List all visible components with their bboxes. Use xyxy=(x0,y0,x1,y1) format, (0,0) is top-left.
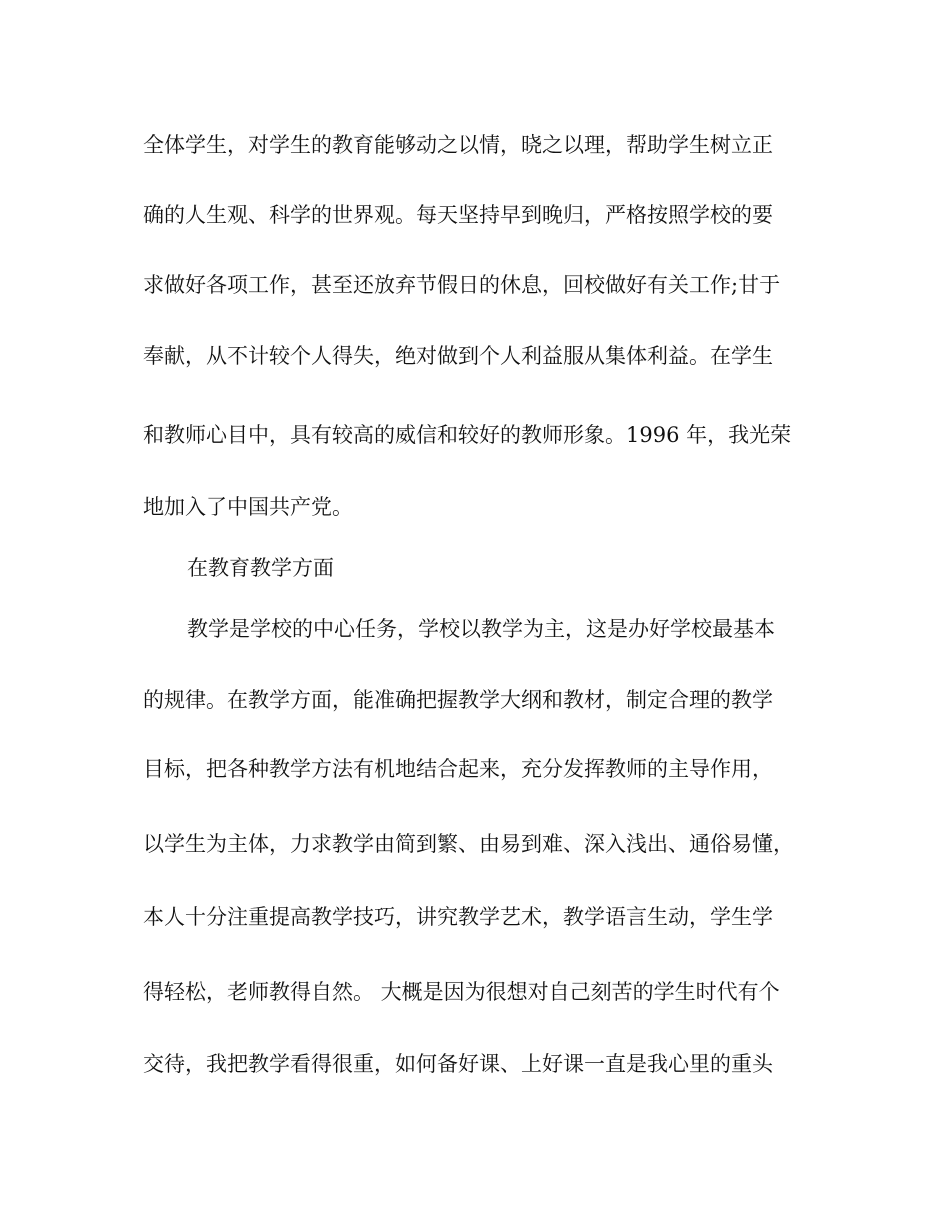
section-heading: 在教育教学方面 xyxy=(187,556,334,580)
text-line: 本人十分注重提高教学技巧，讲究教学艺术，教学语言生动，学生学 xyxy=(143,905,773,929)
text-line: 交待，我把教学看得很重，如何备好课、上好课一直是我心里的重头 xyxy=(143,1052,773,1076)
text-line: 的规律。在教学方面，能准确把握教学大纲和教材，制定合理的教学 xyxy=(143,688,773,712)
text-line: 求做好各项工作，甚至还放弃节假日的休息，回校做好有关工作;甘于 xyxy=(143,273,781,297)
text-line: 确的人生观、科学的世界观。每天坚持早到晚归，严格按照学校的要 xyxy=(143,203,773,227)
text-line: 全体学生，对学生的教育能够动之以情，晓之以理，帮助学生树立正 xyxy=(143,133,773,157)
text-line: 目标，把各种教学方法有机地结合起来，充分发挥教师的主导作用， xyxy=(143,757,773,781)
text-line: 奉献，从不计较个人得失，绝对做到个人利益服从集体利益。在学生 xyxy=(143,344,773,368)
text-line: 地加入了中国共产党。 xyxy=(143,495,353,519)
text-line: 以学生为主体，力求教学由简到繁、由易到难、深入浅出、通俗易懂， xyxy=(143,832,794,856)
text-line: 得轻松，老师教得自然。 大概是因为很想对自己刻苦的学生时代有个 xyxy=(143,980,780,1004)
text-line: 教学是学校的中心任务，学校以教学为主，这是办好学校最基本 xyxy=(187,617,775,641)
text-line: 和教师心目中，具有较高的威信和较好的教师形象。1996 年，我光荣 xyxy=(143,423,792,447)
